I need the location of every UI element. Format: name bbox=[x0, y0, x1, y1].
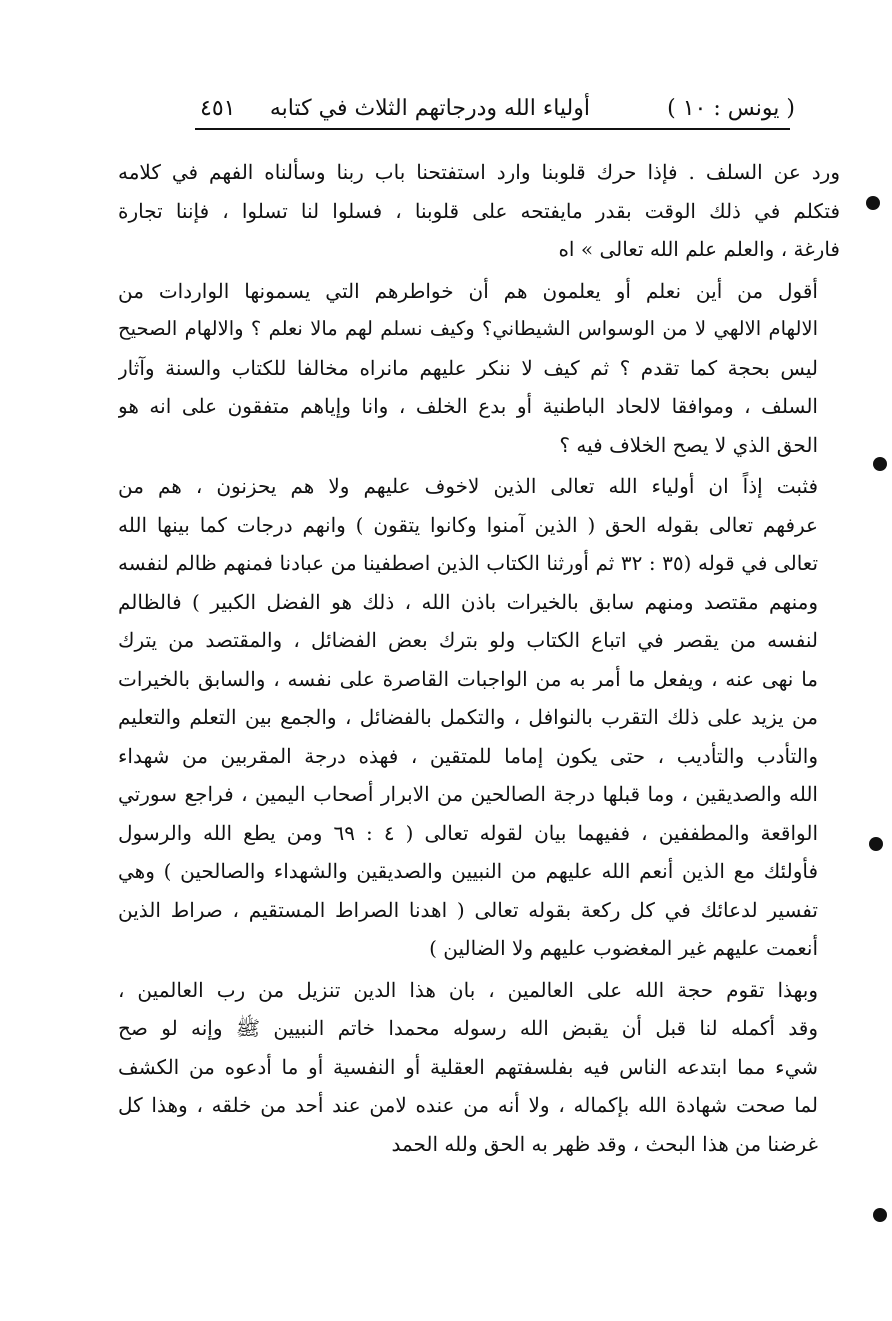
margin-bullet-icon bbox=[866, 196, 880, 210]
surah-reference: ( يونس : ١٠ ) bbox=[667, 96, 795, 121]
text-line: والتأدب والتأديب ، حتى يكون إماما للمتقين ، فهذه درجة المقربين من شهداء bbox=[118, 743, 818, 768]
text-line: الواقعة والمطففين ، ففيهما بيان لقوله تعالى ( ٤ : ٦٩ ومن يطع الله والرسول bbox=[118, 820, 819, 845]
text-line: لما صحت شهادة الله بإكماله ، ولا أنه من عنده لامن عند أحد من خلقه ، وهذا كل bbox=[118, 1093, 818, 1117]
text-line: ليس بحجة كما تقدم ؟ ثم كيف لا ننكر عليهم مانراه مخالفا للكتاب والسنة وآثار bbox=[118, 355, 818, 380]
text-line: فارغة ، والعلم علم الله تعالى » اه bbox=[558, 237, 840, 261]
text-line: الالهام الالهي لا من الوسواس الشيطاني؟ وكيف نسلم لهم مالا نعلم ؟ والالهام الصحيح bbox=[118, 317, 818, 340]
text-line: غرضنا من هذا البحث ، وقد ظهر به الحق ولله الحمد bbox=[391, 1131, 818, 1156]
paragraph bbox=[118, 272, 840, 465]
margin-bullet-icon bbox=[869, 837, 883, 851]
text-line: الحق الذي لا يصح الخلاف فيه ؟ bbox=[559, 432, 818, 457]
paragraph bbox=[118, 153, 840, 269]
text-line: السلف ، وموافقا لالحاد الباطنية أو بدع الخلف ، وانا وإياهم متفقون على انه هو bbox=[118, 394, 818, 418]
text-line: الله والصديقين ، وما قبلها درجة الصالحين من الابرار أصحاب اليمين ، فراجع سورتي bbox=[118, 782, 818, 806]
margin-bullet-icon bbox=[873, 1208, 887, 1222]
text-line: ما نهى عنه ، ويفعل ما أمر به من الواجبات القاصرة على نفسه ، والسابق بالخيرات bbox=[118, 666, 818, 691]
text-line: وقد أكمله لنا قبل أن يقبض الله رسوله محمدا خاتم النبيين ﷺ وإنه لو صح bbox=[118, 1016, 818, 1040]
text-line: فثبت إذاً ان أولياء الله تعالى الذين لاخوف عليهم ولا هم يحزنون ، هم من bbox=[118, 474, 818, 498]
text-line: وبهذا تقوم حجة الله على العالمين ، بان هذا الدين تنزيل من رب العالمين ، bbox=[118, 977, 818, 1002]
text-line: فأولئك مع الذين أنعم الله عليهم من النبيين والصديقين والشهداء والصالحين ) وهي bbox=[118, 859, 818, 883]
running-title: أولياء الله ودرجاتهم الثلاث في كتابه bbox=[269, 96, 590, 121]
text-line: شيء مما ابتدعه الناس فيه بفلسفتهم العقلية أو النفسية أو ما أدعوه من الكشف bbox=[118, 1054, 818, 1079]
text-line: أقول من أين نعلم أو يعلمون هم أن خواطرهم التي يسمونها الواردات من bbox=[118, 278, 818, 303]
margin-bullet-icon bbox=[873, 457, 887, 471]
text-line: من يزيد على ذلك التقرب بالنوافل ، والتكمل بالفضائل ، والجمع بين التعلم والتعليم bbox=[118, 705, 818, 729]
text-line: تفسير لدعائك في كل ركعة بقوله تعالى ( اهدنا الصراط المستقيم ، صراط الذين bbox=[118, 897, 818, 922]
text-line: ومنهم مقتصد ومنهم سابق بالخيرات باذن الله ، ذلك هو الفضل الكبير ) فالظالم bbox=[118, 589, 818, 614]
paragraph bbox=[118, 467, 840, 968]
paragraph bbox=[118, 971, 840, 1164]
text-line: عرفهم تعالى بقوله الحق ( الذين آمنوا وكانوا يتقون ) وانهم درجات كما بينها الله bbox=[118, 512, 818, 537]
page-number: ٤٥١ bbox=[200, 96, 236, 121]
running-head bbox=[150, 92, 795, 126]
body-text bbox=[118, 153, 840, 1166]
text-line: لنفسه من يقصر في اتباع الكتاب ولو بترك بعض الفضائل ، والمقتصد من يترك bbox=[118, 628, 818, 652]
text-line: تعالى في قوله (٣٥ : ٣٢ ثم أورثنا الكتاب الذين اصطفينا من عبادنا فمنهم ظالم لنفسه bbox=[118, 551, 819, 575]
text-line: أنعمت عليهم غير المغضوب عليهم ولا الضالين ) bbox=[429, 936, 818, 960]
text-line: ورد عن السلف . فإذا حرك قلوبنا وارد استفتحنا باب ربنا وسألناه الفهم في كلامه bbox=[118, 160, 840, 184]
text-line: فتكلم في ذلك الوقت بقدر مايفتحه على قلوبنا ، فسلوا لنا تسلوا ، فإننا تجارة bbox=[118, 198, 840, 223]
header-rule bbox=[195, 128, 790, 130]
